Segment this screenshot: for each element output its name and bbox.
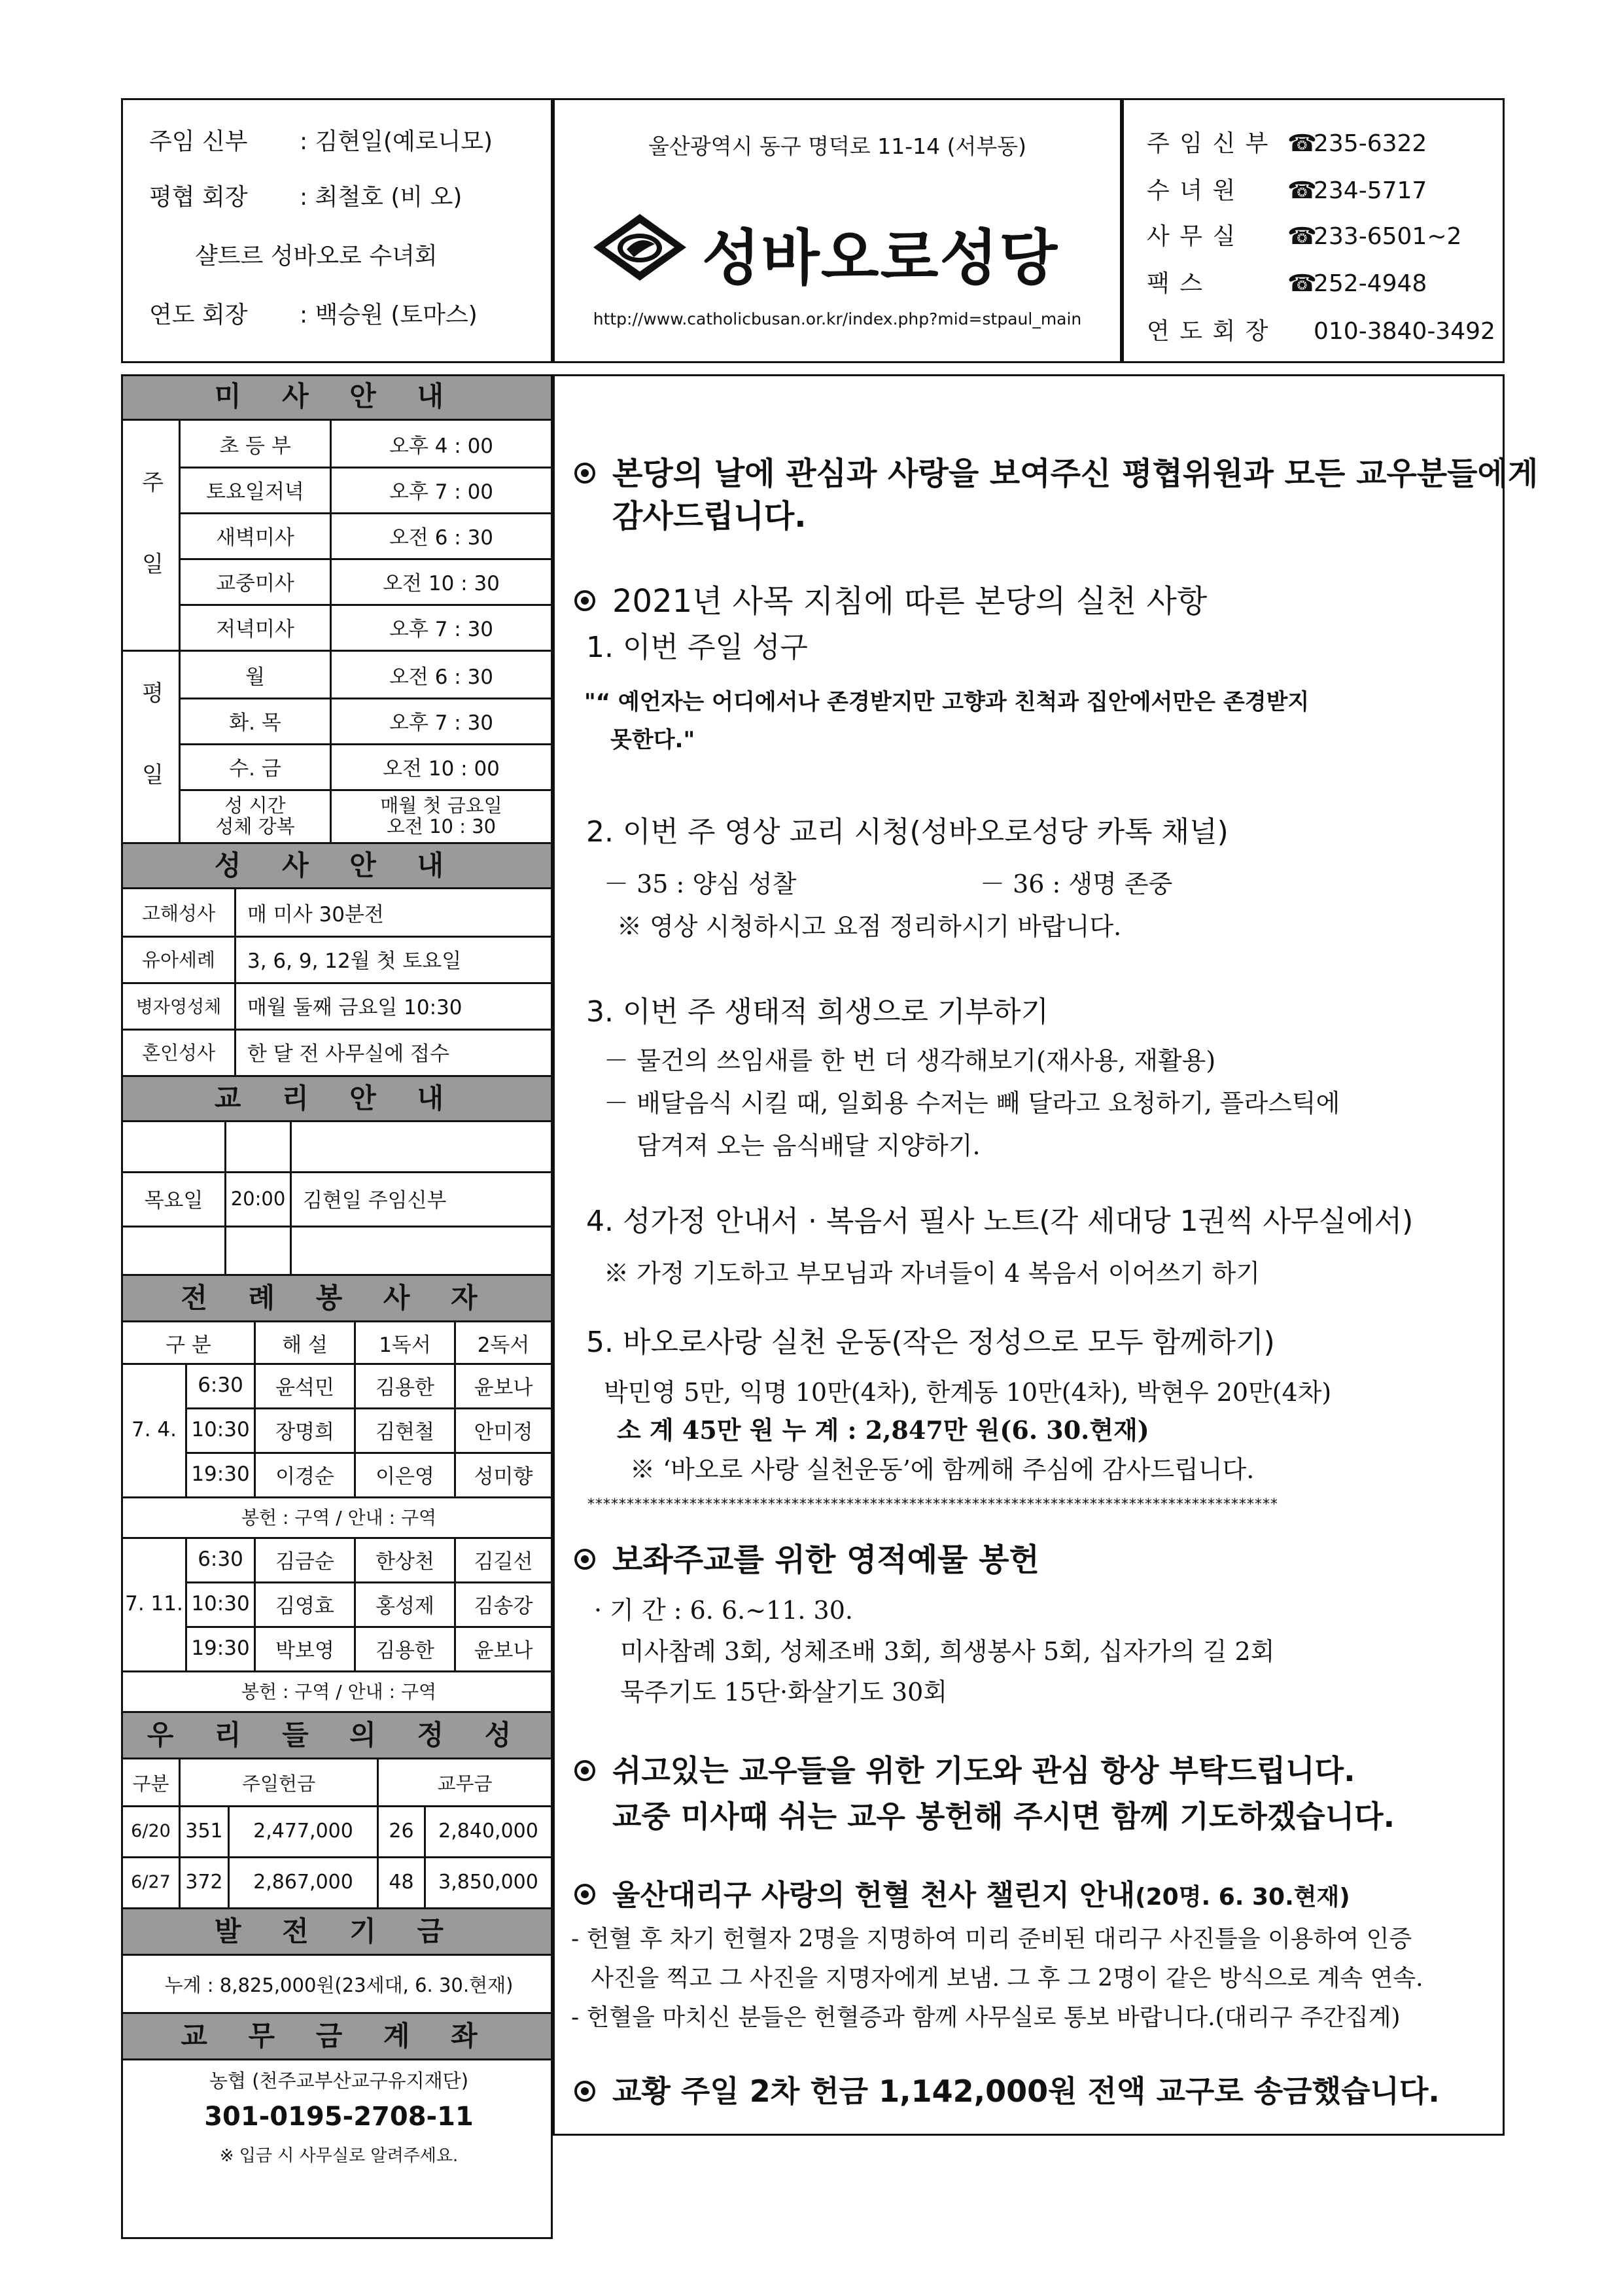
account-number: 301-0195-2708-11	[204, 2102, 474, 2132]
header-contacts-panel	[1122, 98, 1505, 363]
doctrine-section-title: 교 리 안 내	[123, 1075, 551, 1122]
item2-title: 2. 이번 주 영상 교리 시청(성바오로성당 카톡 채널)	[586, 815, 1229, 849]
item2-note: ※ 영상 시청하시고 요점 정리하시기 바랍니다.	[617, 912, 1122, 941]
item1-title: 1. 이번 주일 성구	[586, 631, 808, 664]
liturgy-header: 2독서	[477, 1333, 530, 1357]
liturgy-reader1: 김용한	[375, 1375, 434, 1400]
liturgy-commentator: 장명희	[275, 1420, 334, 1444]
liturgy-time: 6:30	[198, 1547, 243, 1571]
mass-time: 오전 10 : 00	[383, 756, 500, 781]
doctrine-teacher: 김현일 주임신부	[303, 1189, 447, 1212]
offering-header: 교무금	[437, 1772, 493, 1795]
mass-time: 오후 7 : 30	[389, 617, 494, 641]
notice5-line: - 헌혈 후 차기 헌혈자 2명을 지명하여 미리 준비된 대리구 사진틀을 이용하여 인증	[571, 1926, 1412, 1952]
notice3-period: · 기 간 : 6. 6.~11. 30.	[594, 1596, 853, 1625]
liturgy-note: 봉헌 : 구역 / 안내 : 구역	[241, 1681, 437, 1703]
weekday-label: 평 일	[137, 680, 164, 811]
mass-time: 오후 4 : 00	[389, 434, 494, 458]
liturgy-time: 19:30	[191, 1462, 250, 1486]
item3-line: 담겨져 오는 음식배달 지양하기.	[637, 1131, 981, 1160]
phone-icon: ☎	[1287, 223, 1317, 250]
notice-prayer: 쉬고있는 교우들을 위한 기도와 관심 항상 부탁드립니다.	[574, 1747, 1355, 1790]
account-bank: 농협 (천주교부산교구유지재단)	[209, 2069, 469, 2092]
bullet-icon	[574, 1549, 595, 1570]
bullet-icon	[574, 463, 595, 484]
notice-thanks: 본당의 날에 관심과 사랑을 보여주신 평협위원과 모든 교우분들에게	[574, 448, 1538, 493]
liturgy-reader1: 이은영	[375, 1464, 434, 1489]
fund-total: 누계 : 8,825,000원(23세대, 6. 30.현재)	[164, 1973, 514, 1996]
sacrament-value: 매월 둘째 금요일 10:30	[247, 996, 462, 1019]
liturgy-commentator: 윤석민	[275, 1375, 334, 1400]
main-notices-panel	[553, 374, 1539, 2136]
item3-line: － 배달음식 시킬 때, 일회용 수저는 빼 달라고 요청하기, 플라스틱에	[604, 1089, 1340, 1118]
offering-amount: 2,477,000	[253, 1819, 353, 1843]
doctrine-day: 목요일	[144, 1189, 203, 1212]
sacrament-value: 한 달 전 사무실에 접수	[247, 1042, 449, 1066]
liturgy-reader1: 한상천	[375, 1549, 434, 1574]
mass-time: 오후 7 : 00	[389, 480, 494, 504]
dues-amount: 3,850,000	[438, 1870, 538, 1894]
bullet-icon	[574, 1760, 595, 1781]
sidebar-panel	[121, 374, 553, 2239]
notice-pastoral-guideline: 2021년 사목 지침에 따른 본당의 실천 사항	[574, 576, 1207, 621]
header-middle-panel	[553, 98, 1122, 363]
mass-name: 월	[245, 665, 265, 689]
holy-hour-name: 성 시간 성체 강복	[215, 794, 295, 838]
offering-section-title: 우 리 들 의 정 성	[123, 1711, 551, 1759]
bullet-icon	[574, 2081, 595, 2102]
mass-time: 오전 6 : 30	[389, 525, 494, 550]
offering-count: 372	[185, 1870, 223, 1894]
liturgy-reader2: 성미향	[474, 1464, 533, 1489]
item5-note: ※ ‘바오로 사랑 실천운동’에 함께해 주심에 감사드립니다.	[630, 1455, 1255, 1484]
liturgy-time: 10:30	[191, 1592, 250, 1616]
dues-count: 26	[389, 1819, 414, 1843]
notice-thanks-line2: 감사드립니다.	[612, 498, 807, 535]
mass-name: 초 등 부	[219, 434, 291, 458]
contact-office: 사 무 실 ☎233-6501~2	[1147, 223, 1462, 250]
bullet-icon	[574, 1884, 595, 1905]
dues-amount: 2,840,000	[438, 1819, 538, 1843]
liturgy-date: 7. 4.	[131, 1418, 177, 1441]
item1-quote-line2: 못한다."	[610, 727, 695, 753]
contact-fax: 팩 스 ☎252-4948	[1147, 270, 1427, 297]
offering-date: 6/20	[131, 1820, 171, 1841]
liturgy-date: 7. 11.	[125, 1592, 183, 1616]
mass-name: 저녁미사	[216, 617, 294, 641]
offering-header: 구분	[132, 1772, 169, 1795]
notice3-line: 묵주기도 15단·화살기도 30회	[620, 1678, 948, 1706]
liturgy-note: 봉헌 : 구역 / 안내 : 구역	[241, 1507, 437, 1528]
offering-amount: 2,867,000	[253, 1870, 353, 1894]
notice-blood-donation: 울산대리구 사랑의 헌혈 천사 챌린지 안내(20명. 6. 30.현재)	[574, 1871, 1350, 1913]
account-note: ※ 입금 시 사무실로 알려주세요.	[219, 2146, 459, 2166]
notice-papal-collection: 교황 주일 2차 헌금 1,142,000원 전액 교구로 송금했습니다.	[574, 2068, 1440, 2111]
sacrament-value: 매 미사 30분전	[247, 903, 384, 927]
item5-total: 소 계 45만 원 누 계 : 2,847만 원(6. 30.현재)	[617, 1415, 1149, 1445]
fund-section-title: 발 전 기 금	[123, 1907, 551, 1956]
liturgy-time: 10:30	[191, 1418, 250, 1441]
divider-stars: ****************************************************************************************	[587, 1496, 1278, 1513]
liturgy-reader2: 김길선	[474, 1549, 533, 1574]
notice-prayer-line2: 교중 미사때 쉬는 교우 봉헌해 주시면 함께 기도하겠습니다.	[612, 1799, 1395, 1834]
contact-pastor: 주 임 신 부 ☎235-6322	[1147, 130, 1427, 157]
sunday-label: 주 일	[137, 470, 164, 601]
mass-time: 오전 10 : 30	[383, 571, 500, 595]
mass-name: 새벽미사	[216, 525, 294, 550]
sacrament-value: 3, 6, 9, 12월 첫 토요일	[247, 949, 462, 973]
item2-line: － 35 : 양심 성찰	[604, 870, 797, 898]
header-left-panel	[121, 98, 553, 363]
liturgy-reader2: 윤보나	[474, 1375, 533, 1400]
item4-line: ※ 가정 기도하고 부모님과 자녀들이 4 복음서 이어쓰기 하기	[604, 1259, 1261, 1288]
church-address: 울산광역시 동구 명덕로 11-14 (서부동)	[648, 133, 1026, 159]
mass-name: 화. 목	[229, 711, 281, 735]
offering-header: 주일헌금	[241, 1772, 316, 1795]
liturgy-reader1: 김현철	[375, 1420, 434, 1444]
item4-title: 4. 성가정 안내서 · 복음서 필사 노트(각 세대당 1권씩 사무실에서)	[586, 1205, 1414, 1238]
sacrament-name: 유아세례	[141, 949, 216, 971]
liturgy-reader2: 안미정	[474, 1420, 533, 1444]
dues-count: 48	[389, 1870, 414, 1894]
notice-bishop-offering: 보좌주교를 위한 영적예물 봉헌	[574, 1534, 1039, 1580]
liturgy-time: 6:30	[198, 1373, 243, 1397]
church-url[interactable]: http://www.catholicbusan.or.kr/index.php?mid=stpaul_main	[593, 309, 1082, 328]
liturgy-reader2: 윤보나	[474, 1638, 533, 1663]
liturgy-commentator: 김영효	[275, 1594, 334, 1618]
account-section-title: 교 무 금 계 좌	[123, 2012, 551, 2060]
liturgy-reader1: 김용한	[375, 1638, 434, 1663]
sacrament-name: 고해성사	[141, 902, 216, 925]
convent-row: 샬트르 성바오로 수녀회	[195, 243, 438, 270]
mass-name: 교중미사	[216, 571, 294, 595]
contact-prayer-president: 연 도 회 장 010-3840-3492	[1147, 318, 1495, 345]
sacrament-name: 병자영성체	[135, 997, 222, 1017]
phone-icon: ☎	[1287, 270, 1317, 297]
offering-date: 6/27	[131, 1871, 171, 1892]
item3-title: 3. 이번 주 생태적 희생으로 기부하기	[586, 995, 1049, 1029]
mass-section-title: 미 사 안 내	[123, 376, 551, 421]
mass-time: 오전 6 : 30	[389, 665, 494, 689]
council-president-row: 평협 회장 : 최철호 (비 오)	[149, 184, 462, 211]
sacrament-section-title: 성 사 안 내	[123, 842, 551, 889]
mass-time: 오후 7 : 30	[389, 711, 494, 735]
holy-hour-time: 매월 첫 금요일 오전 10 : 30	[380, 794, 502, 838]
offering-count: 351	[185, 1819, 223, 1843]
item2-line: － 36 : 생명 존중	[980, 870, 1173, 898]
bullet-icon	[574, 590, 595, 611]
doctrine-time: 20:00	[230, 1187, 286, 1210]
liturgy-commentator: 김금순	[275, 1549, 334, 1574]
item5-line: 박민영 5만, 익명 10만(4차), 한계동 10만(4차), 박현우 20만(4차)	[604, 1378, 1332, 1407]
church-name: 성바오로성당	[702, 223, 1059, 293]
item5-title: 5. 바오로사랑 실천 운동(작은 정성으로 모두 함께하기)	[586, 1326, 1275, 1359]
mass-name: 토요일저녁	[206, 480, 304, 504]
mass-name: 수. 금	[229, 756, 281, 781]
notice3-line: 미사참례 3회, 성체조배 3회, 희생봉사 5회, 십자가의 길 2회	[620, 1637, 1275, 1666]
liturgy-header: 해 설	[282, 1333, 328, 1357]
item3-line: － 물건의 쓰임새를 한 번 더 생각해보기(재사용, 재활용)	[604, 1046, 1216, 1075]
liturgy-header: 1독서	[379, 1333, 431, 1357]
liturgy-time: 19:30	[191, 1636, 250, 1660]
phone-icon: ☎	[1287, 177, 1317, 204]
liturgy-reader2: 김송강	[474, 1594, 533, 1618]
church-logo-icon	[591, 211, 689, 286]
notice5-line: 사진을 찍고 그 사진을 지명자에게 보냄. 그 후 그 2명이 같은 방식으로 계속 연속.	[591, 1965, 1423, 1992]
phone-icon: ☎	[1287, 130, 1317, 157]
liturgy-section-title: 전 례 봉 사 자	[123, 1274, 551, 1322]
prayer-president-row: 연도 회장 : 백승원 (토마스)	[149, 302, 478, 328]
notice5-line: - 헌혈을 마치신 분들은 헌혈증과 함께 사무실로 통보 바랍니다.(대리구 주간집계)	[571, 2004, 1401, 2031]
sacrament-name: 혼인성사	[141, 1042, 216, 1064]
liturgy-commentator: 이경순	[275, 1464, 334, 1489]
liturgy-commentator: 박보영	[275, 1638, 334, 1663]
liturgy-header: 구 분	[166, 1333, 211, 1357]
liturgy-reader1: 홍성제	[375, 1594, 434, 1618]
contact-convent: 수 녀 원 ☎234-5717	[1147, 177, 1427, 204]
pastor-row: 주임 신부 : 김현일(예로니모)	[149, 128, 493, 155]
item1-quote: "“ 예언자는 어디에서나 존경받지만 고향과 친척과 집안에서만은 존경받지	[584, 689, 1310, 715]
